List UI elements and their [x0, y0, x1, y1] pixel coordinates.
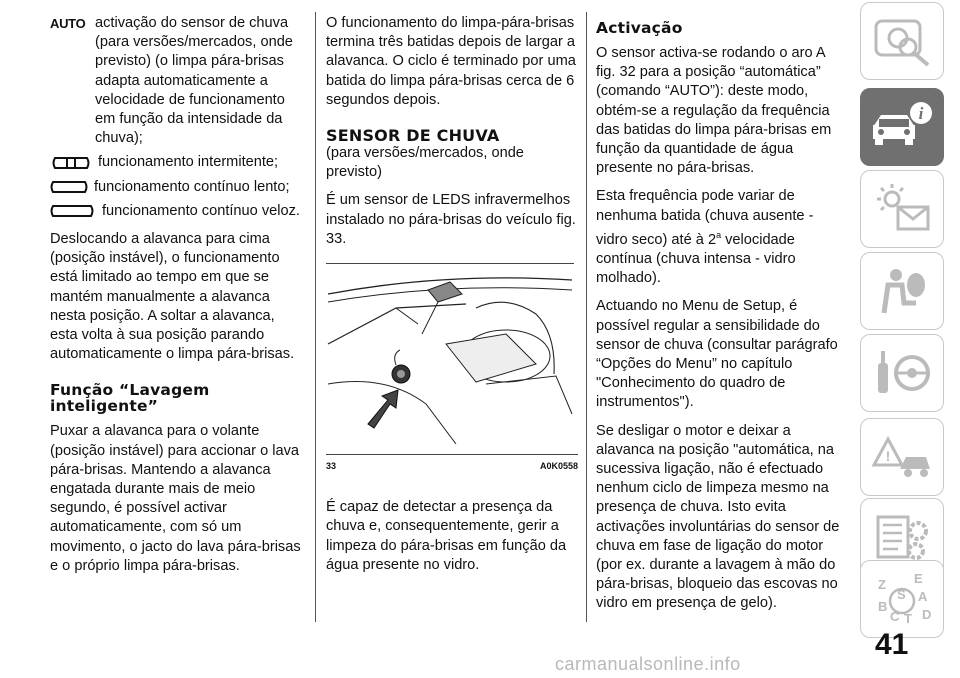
- wiper-intermittent-icon: [52, 156, 96, 170]
- engine-off-paragraph: Se desligar o motor e deixar a alavanca na posição "automática, na sucessiva ligação, não é efectuado nenhum ciclo de limpeza mesmo na presença de chuva. Isto evita activações involuntárias do sensor de chuva em fase de ligação do motor (por ex. durante a lavagem à mão do pára-brisas, bloqueio das escovas no vidro em presença de gelo).: [596, 422, 840, 612]
- index-letter-t: T: [904, 611, 912, 626]
- auto-label: AUTO: [50, 16, 86, 31]
- section-heading-rain-sensor: SENSOR DE CHUVA: [326, 126, 500, 146]
- figure-caption: [326, 454, 578, 476]
- mode-intermittent-row: [52, 153, 304, 172]
- index-letter-d: D: [922, 607, 932, 622]
- mode-fast-text: funcionamento contínuo veloz.: [102, 202, 300, 219]
- lights-warning-icon[interactable]: [860, 170, 944, 248]
- windshield-sensor-illustration: [326, 264, 574, 444]
- wiper-cycle-paragraph: O funcionamento do limpa-pára-brisas termina três batidas depois de largar a alavanca. O ciclo é terminado por uma batida do limpa pára-brisas cerca de 6 segundos depois.: [326, 15, 576, 108]
- auto-mode-row: [50, 14, 304, 148]
- column-middle: [326, 14, 578, 584]
- breakdown-triangle-icon[interactable]: [860, 418, 944, 496]
- section-heading-smart-wash: Função “Lavagem inteligente”: [50, 381, 210, 416]
- column-divider: [315, 12, 316, 622]
- index-letter-s: S: [897, 587, 906, 602]
- key-steering-icon[interactable]: [860, 334, 944, 412]
- mode-fast-row: [50, 202, 304, 221]
- column-divider: [586, 12, 587, 622]
- auto-description: activação do sensor de chuva (para versões/mercados, onde previsto) (o limpa pára-brisas adapta automaticamente a velocidade de funcionamento em função da intensidade da chuva);: [95, 15, 293, 147]
- info-letter: i: [918, 104, 924, 123]
- car-info-icon[interactable]: [860, 88, 944, 166]
- activation-paragraph: O sensor activa-se rodando o aro A fig. 32 para a posição “automática” (comando “AUTO”): deste modo, obtém-se a regulação da frequência das batidas do limpa pára-brisas em função da quantidade de água presente no pára-brisas.: [596, 45, 832, 177]
- airbag-seat-icon[interactable]: [860, 252, 944, 330]
- frequency-superscript: a: [716, 229, 722, 240]
- alphabetical-index-icon[interactable]: [860, 560, 944, 638]
- index-letter-c: C: [890, 609, 900, 624]
- frequency-text-a: Esta frequência pode variar de nenhuma batida (chuva ausente - vidro seco) até à 2: [596, 188, 814, 248]
- index-letter-z: Z: [878, 577, 886, 592]
- watermark: carmanualsonline.info: [555, 654, 741, 674]
- figure-rain-sensor: [326, 263, 574, 444]
- wiper-slow-icon: [50, 180, 94, 194]
- frequency-paragraph: [596, 187, 846, 288]
- wiper-fast-icon: [50, 204, 94, 218]
- dashboard-search-icon[interactable]: [860, 2, 944, 80]
- rain-sensor-subheading: (para versões/mercados, onde previsto): [326, 145, 524, 181]
- figure-code: A0K0558: [539, 461, 578, 472]
- mode-slow-row: [50, 178, 304, 197]
- figure-number: 33: [326, 461, 337, 472]
- index-letter-e: E: [914, 571, 923, 586]
- mode-intermittent-text: funcionamento intermitente;: [98, 154, 279, 171]
- section-heading-activation: Activação: [596, 19, 683, 37]
- index-letter-a: A: [918, 589, 928, 604]
- mode-slow-text: funcionamento contínuo lento;: [94, 178, 290, 195]
- smart-wash-paragraph: Puxar a alavanca para o volante (posição instável) para accionar o lava pára-brisas. Mantendo a alavanca engatada durante mais de meio segundo, é possível activar automaticamente, com só um movimento, o jacto do lava pára-brisas e o próprio limpa pára-brisas.: [50, 423, 301, 574]
- setup-menu-paragraph: Actuando no Menu de Setup, é possível regular a sensibilidade do sensor de chuva (consultar parágrafo “Opções do Menu” no capítulo "Conhecimento do quadro de instrumentos").: [596, 298, 838, 411]
- frequency-text-b: velocidade contínua (chuva intensa - vidro molhado).: [596, 231, 796, 287]
- svg-text:!: !: [885, 448, 891, 464]
- rain-detection-paragraph: É capaz de detectar a presença da chuva e, consequentemente, gerir a limpeza do pára-brisas em função da água presente no vidro.: [326, 499, 567, 573]
- column-left: [50, 14, 304, 585]
- column-right: [596, 14, 846, 623]
- index-letter-b: B: [878, 599, 888, 614]
- page-number: 41: [875, 628, 909, 661]
- lever-up-paragraph: Deslocando a alavanca para cima (posição instável), o funcionamento está limitado ao tempo em que se mantém manualmente a alavanca nesta posição. A soltar a alavanca, esta volta à sua posição parando automaticamente o limpa pára-brisas.: [50, 231, 295, 363]
- rain-sensor-paragraph: É um sensor de LEDS infravermelhos instalado no pára-brisas do veículo fig. 33.: [326, 192, 576, 247]
